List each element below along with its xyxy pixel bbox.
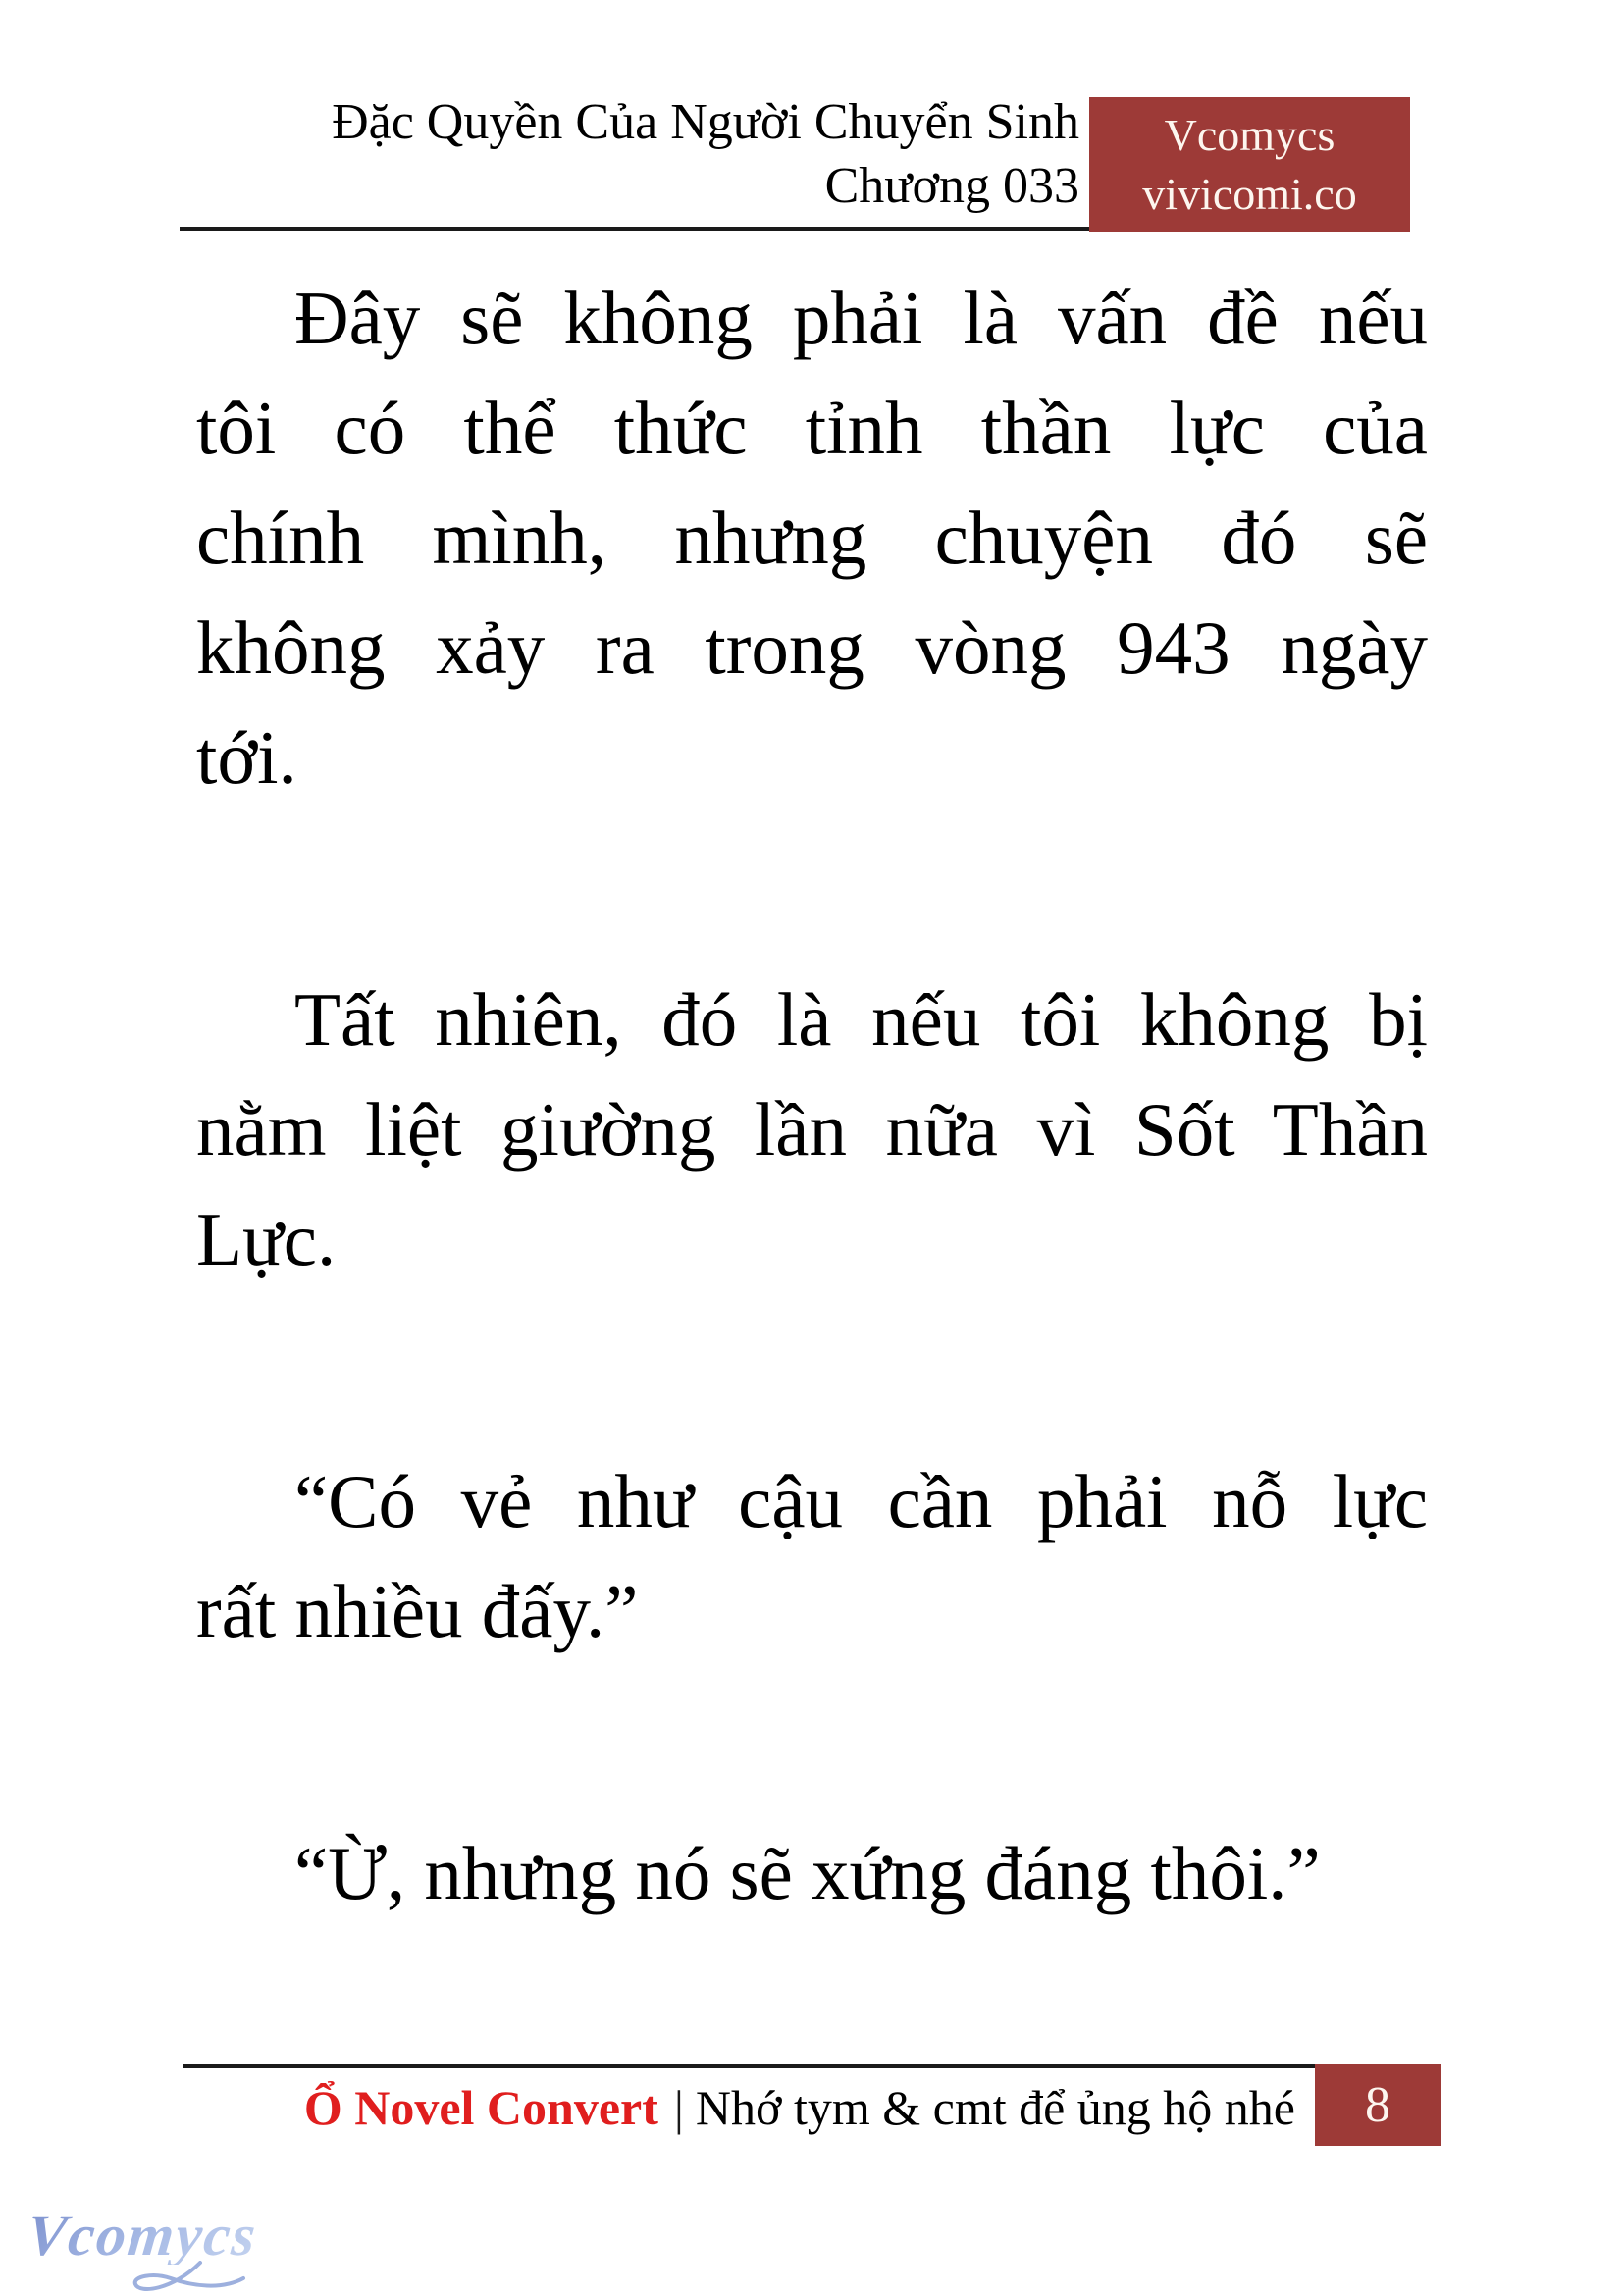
footer-divider (183, 2064, 1315, 2068)
footer-group-name: Ổ Novel Convert (303, 2080, 658, 2135)
brand-box (1089, 97, 1410, 232)
body-line: “Ừ, nhưng nó sẽ xứng đáng thôi.” (294, 1831, 1321, 1915)
brand-name: Vcomycs (1164, 109, 1336, 160)
paragraph (196, 1818, 1428, 1928)
watermark-flourish-icon (114, 2261, 261, 2294)
body-line: không xảy ra trong vòng 943 ngày (196, 605, 1428, 690)
paragraph (196, 263, 1428, 812)
watermark-text: Vcomycs (24, 2203, 261, 2268)
paragraph (196, 965, 1428, 1294)
body-line: tôi có thể thức tỉnh thần lực của (196, 386, 1428, 470)
body-line: Lực. (196, 1197, 337, 1281)
page-number-badge (1315, 2064, 1441, 2146)
page-header (183, 90, 1079, 218)
book-title: Đặc Quyền Của Người Chuyển Sinh (332, 94, 1079, 150)
body-line: chính mình, nhưng chuyện đó sẽ (196, 496, 1428, 580)
footer-support-note: Nhớ tym & cmt để ủng hộ nhé (695, 2080, 1295, 2135)
header-divider (180, 227, 1089, 231)
body-line: “Có vẻ như cậu cần phải nỗ lực (294, 1459, 1428, 1543)
chapter-text (196, 263, 1428, 1928)
body-line: Tất nhiên, đó là nếu tôi không bị (294, 977, 1428, 1062)
body-line: tới. (196, 715, 297, 800)
body-line: Đây sẽ không phải là vấn đề nếu (294, 276, 1428, 360)
chapter-number: Chương 033 (824, 158, 1079, 214)
paragraph (196, 1446, 1428, 1666)
footer-bar (183, 2072, 1295, 2143)
brand-site: vivicomi.co (1142, 168, 1357, 219)
page-number: 8 (1365, 2077, 1390, 2133)
footer-separator: | (673, 2080, 684, 2135)
body-line: nằm liệt giường lần nữa vì Sốt Thần (196, 1087, 1428, 1172)
body-line: rất nhiều đấy.” (196, 1569, 639, 1653)
vcomycs-watermark-logo (24, 2203, 283, 2294)
